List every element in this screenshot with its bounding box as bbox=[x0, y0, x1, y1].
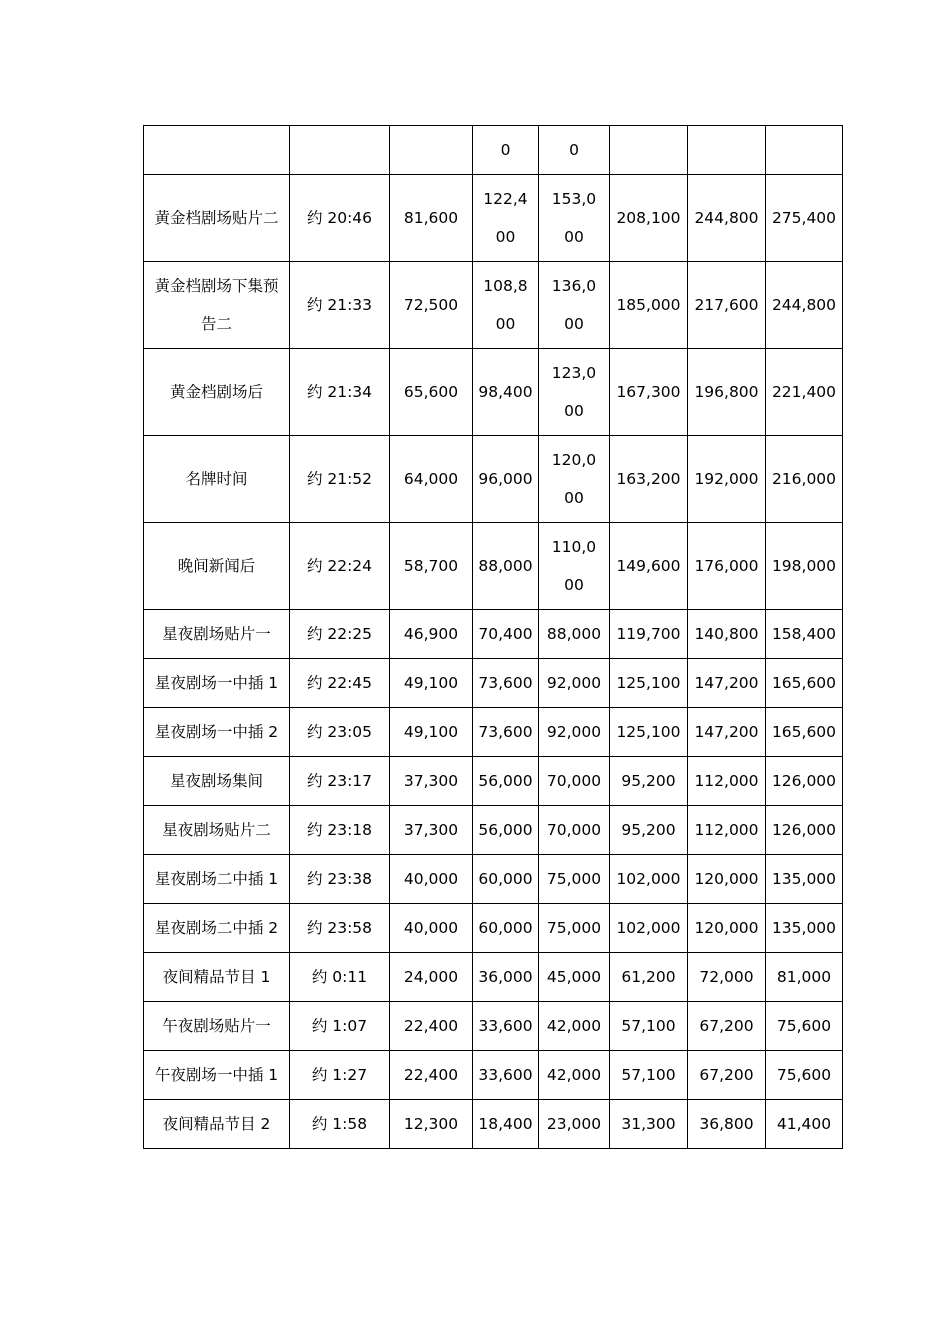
slot-name: 星夜剧场集间 bbox=[144, 757, 290, 806]
price-cell: 70,400 bbox=[473, 610, 539, 659]
price-cell: 49,100 bbox=[390, 708, 473, 757]
slot-name: 黄金档剧场贴片二 bbox=[154, 209, 279, 227]
price-cell: 57,100 bbox=[610, 1051, 688, 1100]
price-cell: 96,000 bbox=[473, 436, 539, 523]
slot-time: 约 1:07 bbox=[290, 1002, 390, 1051]
price-cell: 112,000 bbox=[688, 806, 766, 855]
price-cell: 22,400 bbox=[390, 1002, 473, 1051]
table-row bbox=[144, 436, 843, 523]
table-row bbox=[144, 349, 843, 436]
price-cell: 12,300 bbox=[390, 1100, 473, 1149]
price-cell: 102,000 bbox=[610, 855, 688, 904]
price-cell: 122,400 bbox=[483, 190, 528, 246]
price-cell: 125,100 bbox=[610, 659, 688, 708]
price-cell: 22,400 bbox=[390, 1051, 473, 1100]
rate-table bbox=[143, 125, 843, 1149]
price-cell: 24,000 bbox=[390, 953, 473, 1002]
table-row bbox=[144, 806, 843, 855]
price-cell: 165,600 bbox=[766, 708, 843, 757]
table-cell bbox=[290, 126, 390, 175]
price-cell: 120,000 bbox=[551, 451, 597, 507]
price-cell: 92,000 bbox=[539, 708, 610, 757]
table-row bbox=[144, 1100, 843, 1149]
table-row bbox=[144, 708, 843, 757]
price-cell: 126,000 bbox=[766, 806, 843, 855]
price-cell: 18,400 bbox=[473, 1100, 539, 1149]
price-cell: 185,000 bbox=[610, 262, 688, 349]
price-cell: 216,000 bbox=[766, 436, 843, 523]
price-cell: 102,000 bbox=[610, 904, 688, 953]
price-cell: 70,000 bbox=[539, 806, 610, 855]
price-cell: 163,200 bbox=[610, 436, 688, 523]
slot-name: 星夜剧场贴片一 bbox=[144, 610, 290, 659]
price-cell: 110,000 bbox=[551, 538, 597, 594]
price-cell: 95,200 bbox=[610, 806, 688, 855]
price-cell: 244,800 bbox=[766, 262, 843, 349]
price-cell: 140,800 bbox=[688, 610, 766, 659]
price-cell: 221,400 bbox=[766, 349, 843, 436]
slot-name: 晚间新闻后 bbox=[144, 523, 290, 610]
table-row bbox=[144, 757, 843, 806]
table-cell bbox=[390, 126, 473, 175]
price-cell: 158,400 bbox=[766, 610, 843, 659]
price-cell: 58,700 bbox=[390, 523, 473, 610]
table-row bbox=[144, 610, 843, 659]
slot-name: 星夜剧场二中插 2 bbox=[144, 904, 290, 953]
slot-name: 星夜剧场一中插 1 bbox=[144, 659, 290, 708]
table-row bbox=[144, 1051, 843, 1100]
price-cell: 75,000 bbox=[539, 904, 610, 953]
price-cell: 67,200 bbox=[688, 1002, 766, 1051]
slot-time: 约 23:58 bbox=[290, 904, 390, 953]
price-cell: 61,200 bbox=[610, 953, 688, 1002]
slot-time: 约 23:38 bbox=[290, 855, 390, 904]
price-cell: 46,900 bbox=[390, 610, 473, 659]
price-cell: 23,000 bbox=[539, 1100, 610, 1149]
table-cell: 0 bbox=[539, 126, 610, 175]
price-cell: 112,000 bbox=[688, 757, 766, 806]
price-cell: 192,000 bbox=[688, 436, 766, 523]
price-cell: 36,800 bbox=[688, 1100, 766, 1149]
price-cell: 41,400 bbox=[766, 1100, 843, 1149]
slot-name: 名牌时间 bbox=[144, 436, 290, 523]
slot-time: 约 23:17 bbox=[290, 757, 390, 806]
price-cell: 33,600 bbox=[473, 1002, 539, 1051]
table-row bbox=[144, 523, 843, 610]
price-cell: 45,000 bbox=[539, 953, 610, 1002]
price-cell: 31,300 bbox=[610, 1100, 688, 1149]
price-cell: 167,300 bbox=[610, 349, 688, 436]
price-cell: 72,500 bbox=[390, 262, 473, 349]
price-cell: 56,000 bbox=[473, 806, 539, 855]
price-cell: 165,600 bbox=[766, 659, 843, 708]
table-cell bbox=[610, 126, 688, 175]
price-cell: 73,600 bbox=[473, 659, 539, 708]
table-cell: 0 bbox=[473, 126, 539, 175]
price-cell: 75,600 bbox=[766, 1051, 843, 1100]
slot-time: 约 22:25 bbox=[290, 610, 390, 659]
price-cell: 33,600 bbox=[473, 1051, 539, 1100]
price-cell: 108,800 bbox=[483, 277, 528, 333]
price-cell: 56,000 bbox=[473, 757, 539, 806]
price-cell: 196,800 bbox=[688, 349, 766, 436]
price-cell: 119,700 bbox=[610, 610, 688, 659]
price-cell: 95,200 bbox=[610, 757, 688, 806]
slot-time: 约 21:34 bbox=[290, 349, 390, 436]
table-row bbox=[144, 659, 843, 708]
price-cell: 135,000 bbox=[766, 855, 843, 904]
slot-time: 约 1:58 bbox=[290, 1100, 390, 1149]
slot-name: 夜间精品节目 2 bbox=[144, 1100, 290, 1149]
price-cell: 60,000 bbox=[473, 855, 539, 904]
slot-name: 黄金档剧场后 bbox=[144, 349, 290, 436]
price-cell: 126,000 bbox=[766, 757, 843, 806]
slot-time: 约 23:05 bbox=[290, 708, 390, 757]
price-cell: 42,000 bbox=[539, 1051, 610, 1100]
price-cell: 75,000 bbox=[539, 855, 610, 904]
price-cell: 176,000 bbox=[688, 523, 766, 610]
table-cell bbox=[144, 126, 290, 175]
table-cell bbox=[766, 126, 843, 175]
price-cell: 37,300 bbox=[390, 806, 473, 855]
slot-time: 约 20:46 bbox=[290, 175, 390, 262]
price-cell: 67,200 bbox=[688, 1051, 766, 1100]
table-row bbox=[144, 855, 843, 904]
price-cell: 98,400 bbox=[473, 349, 539, 436]
price-cell: 149,600 bbox=[610, 523, 688, 610]
price-cell: 275,400 bbox=[766, 175, 843, 262]
price-cell: 120,000 bbox=[688, 855, 766, 904]
table-row bbox=[144, 904, 843, 953]
price-cell: 208,100 bbox=[610, 175, 688, 262]
table-cell bbox=[688, 126, 766, 175]
price-cell: 75,600 bbox=[766, 1002, 843, 1051]
price-cell: 88,000 bbox=[473, 523, 539, 610]
slot-time: 约 22:24 bbox=[290, 523, 390, 610]
price-cell: 72,000 bbox=[688, 953, 766, 1002]
price-cell: 42,000 bbox=[539, 1002, 610, 1051]
table-row bbox=[144, 1002, 843, 1051]
price-cell: 198,000 bbox=[766, 523, 843, 610]
price-cell: 136,000 bbox=[551, 277, 597, 333]
price-cell: 92,000 bbox=[539, 659, 610, 708]
price-cell: 147,200 bbox=[688, 708, 766, 757]
price-cell: 49,100 bbox=[390, 659, 473, 708]
price-cell: 153,000 bbox=[551, 190, 597, 246]
price-cell: 81,600 bbox=[390, 175, 473, 262]
price-cell: 147,200 bbox=[688, 659, 766, 708]
slot-name: 午夜剧场一中插 1 bbox=[144, 1051, 290, 1100]
price-cell: 70,000 bbox=[539, 757, 610, 806]
slot-time: 约 22:45 bbox=[290, 659, 390, 708]
slot-time: 约 1:27 bbox=[290, 1051, 390, 1100]
table-row bbox=[144, 175, 843, 262]
slot-time: 约 21:33 bbox=[290, 262, 390, 349]
slot-name: 星夜剧场贴片二 bbox=[144, 806, 290, 855]
price-cell: 40,000 bbox=[390, 855, 473, 904]
price-cell: 73,600 bbox=[473, 708, 539, 757]
price-cell: 123,000 bbox=[551, 364, 597, 420]
price-cell: 125,100 bbox=[610, 708, 688, 757]
slot-time: 约 23:18 bbox=[290, 806, 390, 855]
price-cell: 120,000 bbox=[688, 904, 766, 953]
slot-name: 午夜剧场贴片一 bbox=[144, 1002, 290, 1051]
price-cell: 65,600 bbox=[390, 349, 473, 436]
table-row bbox=[144, 126, 843, 175]
slot-name: 黄金档剧场下集预告二 bbox=[154, 277, 279, 333]
price-cell: 244,800 bbox=[688, 175, 766, 262]
slot-time: 约 21:52 bbox=[290, 436, 390, 523]
table-row bbox=[144, 262, 843, 349]
slot-name: 星夜剧场一中插 2 bbox=[144, 708, 290, 757]
slot-name: 星夜剧场二中插 1 bbox=[144, 855, 290, 904]
slot-time: 约 0:11 bbox=[290, 953, 390, 1002]
price-cell: 88,000 bbox=[539, 610, 610, 659]
table-row bbox=[144, 953, 843, 1002]
price-cell: 217,600 bbox=[688, 262, 766, 349]
price-cell: 57,100 bbox=[610, 1002, 688, 1051]
price-cell: 60,000 bbox=[473, 904, 539, 953]
price-cell: 81,000 bbox=[766, 953, 843, 1002]
price-cell: 40,000 bbox=[390, 904, 473, 953]
slot-name: 夜间精品节目 1 bbox=[144, 953, 290, 1002]
price-cell: 36,000 bbox=[473, 953, 539, 1002]
price-cell: 135,000 bbox=[766, 904, 843, 953]
price-cell: 37,300 bbox=[390, 757, 473, 806]
price-cell: 64,000 bbox=[390, 436, 473, 523]
